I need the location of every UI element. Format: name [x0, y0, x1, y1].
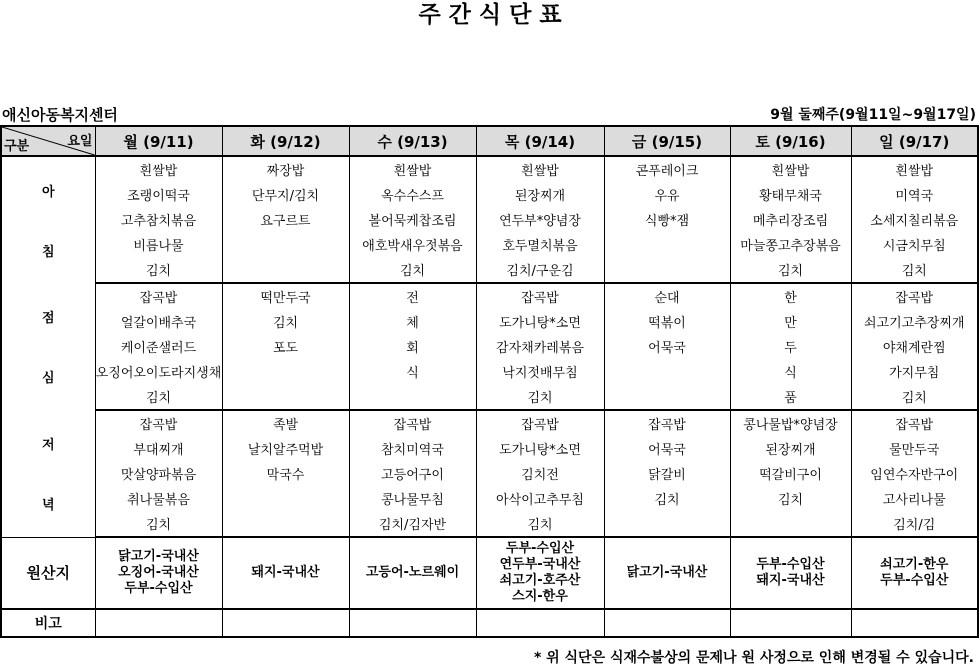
menu-item-cell: 취나물볶음 — [95, 486, 222, 511]
menu-item-cell: 단무지/김치 — [222, 182, 349, 207]
menu-item-cell: 김치/구운김 — [476, 257, 604, 283]
origin-line: 닭고기-국내산 — [626, 565, 708, 580]
menu-item-cell: 전 — [349, 283, 476, 309]
menu-item-cell: 임연수자반구이 — [851, 461, 978, 486]
menu-item-cell: 닭갈비 — [604, 461, 730, 486]
menu-item-cell: 비름나물 — [95, 232, 222, 257]
menu-item-cell: 연두부*양념장 — [476, 207, 604, 232]
remarks-cell — [222, 609, 349, 637]
breakfast-label-top: 아 — [41, 184, 55, 200]
dinner-row — [1, 410, 978, 436]
menu-item-cell: 잡곡밥 — [476, 283, 604, 309]
menu-item-cell: 흰쌀밥 — [851, 156, 978, 182]
day-header-wed: 수 (9/13) — [349, 126, 476, 156]
menu-item-cell: 막국수 — [222, 461, 349, 486]
menu-item-cell: 미역국 — [851, 182, 978, 207]
menu-item-cell: 떡갈비구이 — [730, 461, 851, 486]
origin-row — [1, 537, 978, 609]
menu-item-cell: 흰쌀밥 — [476, 156, 604, 182]
menu-item-cell: 마늘쫑고추장볶음 — [730, 232, 851, 257]
page-title: 주 간 식 단 표 — [418, 2, 562, 28]
menu-item-cell: 떡만두국 — [222, 283, 349, 309]
lunch-label-top: 점 — [41, 311, 55, 326]
breakfast-label-bottom: 침 — [41, 244, 55, 260]
lunch-row — [1, 283, 978, 309]
menu-item-cell: 짜장밥 — [222, 156, 349, 182]
menu-item-cell: 어묵국 — [604, 436, 730, 461]
origin-line: 두부-수입산 — [756, 557, 825, 572]
dinner-label-bottom: 녁 — [41, 497, 55, 513]
menu-item-cell: 김치 — [851, 257, 978, 283]
lunch-label — [1, 283, 95, 410]
menu-item-cell: 된장찌개 — [730, 436, 851, 461]
menu-item-cell: 참치미역국 — [349, 436, 476, 461]
remarks-cell — [349, 609, 476, 637]
menu-item-cell: 콩나물무침 — [349, 486, 476, 511]
breakfast-row — [1, 182, 978, 207]
menu-item-cell: 김치 — [730, 257, 851, 283]
menu-item-cell: 족발 — [222, 410, 349, 436]
menu-item-cell: 가지무침 — [851, 359, 978, 384]
menu-item-cell — [349, 384, 476, 410]
origin-line: 연두부-국내산 — [499, 557, 581, 572]
dinner-row — [1, 436, 978, 461]
lunch-label-bottom: 심 — [41, 371, 55, 386]
day-header-mon: 월 (9/11) — [95, 126, 222, 156]
menu-item-cell: 콘푸레이크 — [604, 156, 730, 182]
menu-item-cell: 떡볶이 — [604, 309, 730, 334]
week-label: 9월 둘째주(9월11일~9월17일) — [770, 107, 976, 123]
menu-item-cell: 잡곡밥 — [349, 410, 476, 436]
menu-item-cell: 흰쌀밥 — [730, 156, 851, 182]
menu-item-cell — [222, 384, 349, 410]
menu-item-cell: 낙지젓배무침 — [476, 359, 604, 384]
lunch-row — [1, 309, 978, 334]
origin-line: 돼지-국내산 — [251, 565, 320, 580]
menu-item-cell: 아삭이고추무침 — [476, 486, 604, 511]
remarks-cell — [730, 609, 851, 637]
remarks-cell — [851, 609, 978, 637]
origin-line: 쇠고기-호주산 — [499, 573, 581, 588]
lunch-row — [1, 384, 978, 410]
menu-item-cell: 조랭이떡국 — [95, 182, 222, 207]
menu-item-cell: 만 — [730, 309, 851, 334]
menu-item-cell: 날치알주먹밥 — [222, 436, 349, 461]
remarks-cell — [476, 609, 604, 637]
header-row — [1, 126, 978, 156]
menu-item-cell: 품 — [730, 384, 851, 410]
menu-item-cell: 김치 — [476, 511, 604, 537]
menu-item-cell: 케이준샐러드 — [95, 334, 222, 359]
menu-item-cell — [604, 384, 730, 410]
menu-item-cell: 얼갈이배추국 — [95, 309, 222, 334]
menu-item-cell: 애호박새우젓볶음 — [349, 232, 476, 257]
menu-item-cell: 메추리장조림 — [730, 207, 851, 232]
breakfast-row — [1, 156, 978, 182]
menu-body — [1, 156, 978, 637]
menu-item-cell: 콩나물밥*양념장 — [730, 410, 851, 436]
menu-item-cell: 맛살양파볶음 — [95, 461, 222, 486]
menu-item-cell: 고등어구이 — [349, 461, 476, 486]
menu-item-cell: 쇠고기고추장찌개 — [851, 309, 978, 334]
menu-item-cell: 잡곡밥 — [95, 283, 222, 309]
menu-item-cell — [604, 359, 730, 384]
breakfast-label — [1, 156, 95, 283]
menu-item-cell: 도가니탕*소면 — [476, 436, 604, 461]
organization-name: 애신아동복지센터 — [2, 106, 118, 124]
menu-item-cell: 야채계란찜 — [851, 334, 978, 359]
menu-item-cell: 김치 — [95, 257, 222, 283]
origin-cell — [95, 537, 222, 609]
dinner-row — [1, 486, 978, 511]
menu-item-cell: 김치 — [349, 257, 476, 283]
origin-line: 스지-한우 — [512, 589, 568, 604]
remarks-row — [1, 609, 978, 637]
menu-item-cell: 김치 — [604, 486, 730, 511]
origin-cell — [604, 537, 730, 609]
menu-item-cell — [730, 511, 851, 537]
dinner-label — [1, 410, 95, 537]
remarks-cell — [95, 609, 222, 637]
dinner-label-top: 저 — [41, 437, 55, 453]
menu-item-cell: 황태무채국 — [730, 182, 851, 207]
menu-item-cell: 볼어묵케찹조림 — [349, 207, 476, 232]
menu-item-cell — [222, 511, 349, 537]
menu-item-cell: 포도 — [222, 334, 349, 359]
menu-item-cell: 어묵국 — [604, 334, 730, 359]
menu-item-cell: 오징어오이도라지생채 — [95, 359, 222, 384]
menu-item-cell: 식 — [349, 359, 476, 384]
menu-item-cell — [222, 257, 349, 283]
dinner-row — [1, 461, 978, 486]
breakfast-row — [1, 207, 978, 232]
origin-cell — [349, 537, 476, 609]
menu-item-cell: 흰쌀밥 — [95, 156, 222, 182]
day-header-sun: 일 (9/17) — [851, 126, 978, 156]
menu-item-cell — [222, 486, 349, 511]
menu-item-cell: 김치/김 — [851, 511, 978, 537]
menu-item-cell — [222, 359, 349, 384]
menu-item-cell: 감자채카레볶음 — [476, 334, 604, 359]
menu-item-cell: 된장찌개 — [476, 182, 604, 207]
menu-item-cell: 시금치무침 — [851, 232, 978, 257]
menu-item-cell: 도가니탕*소면 — [476, 309, 604, 334]
menu-item-cell: 회 — [349, 334, 476, 359]
menu-item-cell — [604, 511, 730, 537]
remarks-label: 비고 — [1, 609, 95, 637]
origin-line: 두부-수입산 — [124, 581, 193, 596]
menu-item-cell: 고추참치볶음 — [95, 207, 222, 232]
menu-item-cell: 소세지칠리볶음 — [851, 207, 978, 232]
corner-category-label: 구분 — [4, 139, 30, 154]
menu-item-cell — [222, 232, 349, 257]
menu-item-cell — [604, 232, 730, 257]
footnote: * 위 식단은 식재수불상의 문제나 원 사정으로 인해 변경될 수 있습니다. — [533, 650, 974, 666]
breakfast-row — [1, 232, 978, 257]
origin-line: 돼지-국내산 — [756, 573, 825, 588]
origin-line: 오징어-국내산 — [118, 565, 199, 580]
origin-line: 고등어-노르웨이 — [365, 565, 460, 580]
origin-line: 닭고기-국내산 — [118, 549, 199, 564]
origin-cell — [222, 537, 349, 609]
corner-header — [1, 126, 95, 156]
menu-item-cell: 순대 — [604, 283, 730, 309]
menu-item-cell: 김치 — [851, 384, 978, 410]
origin-line: 쇠고기-한우 — [880, 557, 949, 572]
weekly-menu-table — [0, 125, 979, 638]
menu-item-cell: 호두멸치볶음 — [476, 232, 604, 257]
lunch-row — [1, 359, 978, 384]
breakfast-row — [1, 257, 978, 283]
menu-item-cell: 김치 — [730, 486, 851, 511]
origin-cell — [851, 537, 978, 609]
day-header-fri: 금 (9/15) — [604, 126, 730, 156]
menu-item-cell: 김치 — [476, 384, 604, 410]
menu-item-cell: 김치 — [95, 511, 222, 537]
corner-day-label: 요일 — [67, 134, 93, 149]
dinner-row — [1, 511, 978, 537]
menu-item-cell: 옥수수스프 — [349, 182, 476, 207]
day-header-thu: 목 (9/14) — [476, 126, 604, 156]
menu-item-cell: 김치/김자반 — [349, 511, 476, 537]
origin-cell — [730, 537, 851, 609]
menu-item-cell: 부대찌개 — [95, 436, 222, 461]
menu-item-cell: 한 — [730, 283, 851, 309]
menu-item-cell — [604, 257, 730, 283]
menu-item-cell: 김치 — [95, 384, 222, 410]
day-header-tue: 화 (9/12) — [222, 126, 349, 156]
remarks-cell — [604, 609, 730, 637]
menu-item-cell: 김치전 — [476, 461, 604, 486]
lunch-row — [1, 334, 978, 359]
menu-item-cell: 고사리나물 — [851, 486, 978, 511]
menu-item-cell: 잡곡밥 — [95, 410, 222, 436]
menu-item-cell: 김치 — [222, 309, 349, 334]
day-header-sat: 토 (9/16) — [730, 126, 851, 156]
menu-item-cell: 잡곡밥 — [604, 410, 730, 436]
menu-item-cell: 잡곡밥 — [476, 410, 604, 436]
origin-label: 원산지 — [1, 537, 95, 609]
origin-cell — [476, 537, 604, 609]
menu-item-cell: 요구르트 — [222, 207, 349, 232]
origin-line: 두부-수입산 — [505, 541, 575, 556]
menu-item-cell: 잡곡밥 — [851, 410, 978, 436]
menu-item-cell: 흰쌀밥 — [349, 156, 476, 182]
menu-item-cell: 체 — [349, 309, 476, 334]
menu-item-cell: 물만두국 — [851, 436, 978, 461]
menu-item-cell: 우유 — [604, 182, 730, 207]
origin-line: 두부-수입산 — [880, 573, 949, 588]
menu-item-cell: 두 — [730, 334, 851, 359]
menu-item-cell: 식 — [730, 359, 851, 384]
menu-item-cell: 식빵*잼 — [604, 207, 730, 232]
menu-item-cell: 잡곡밥 — [851, 283, 978, 309]
